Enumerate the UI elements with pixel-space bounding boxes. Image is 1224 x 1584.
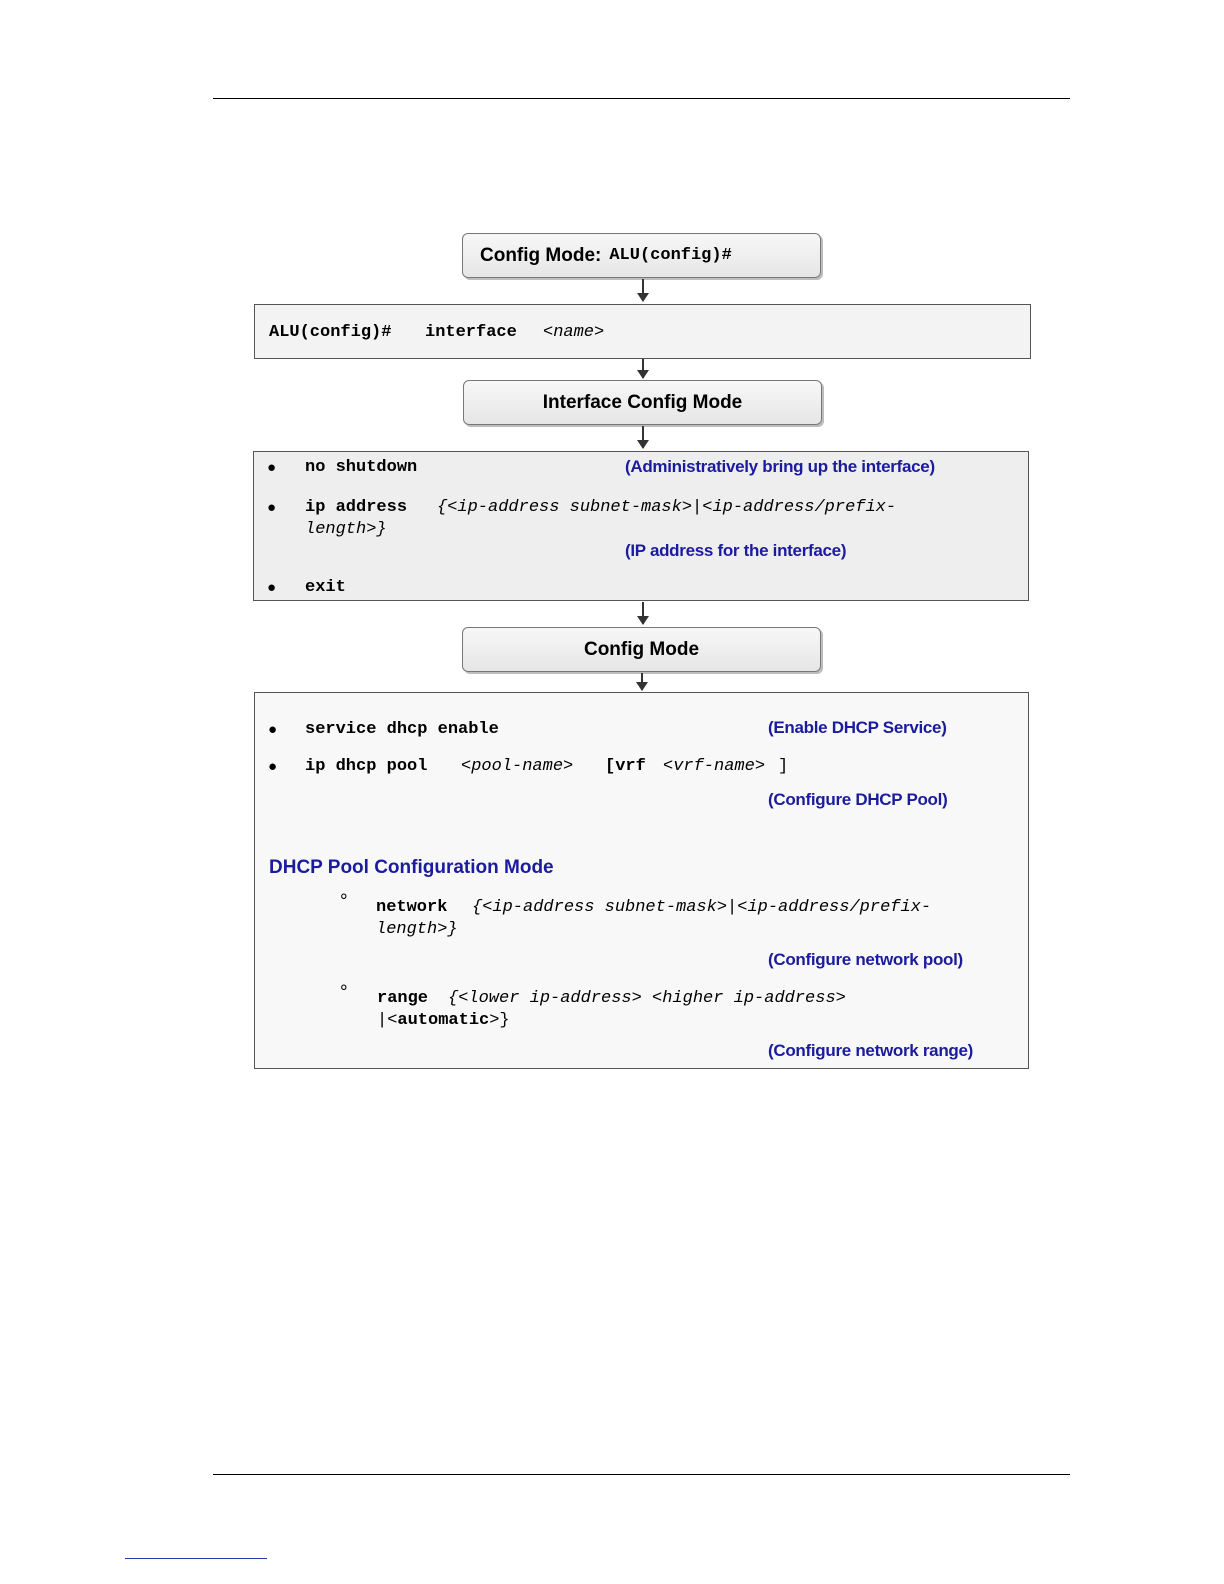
network-keyword: network <box>376 898 448 917</box>
footer-link-underline[interactable] <box>125 1558 267 1559</box>
network-args-line1: {<ip-address subnet-mask>|<ip-address/prefix- <box>472 898 932 917</box>
ip-address-args-line1: {<ip-address subnet-mask>|<ip-address/prefix- <box>437 498 897 517</box>
interface-config-mode-box <box>463 380 822 425</box>
range-keyword: range <box>377 989 429 1008</box>
interface-prompt: ALU(config)# <box>269 323 392 342</box>
dhcp-pool-note: (Configure DHCP Pool) <box>768 790 948 809</box>
range-args-line2 <box>377 1011 510 1030</box>
interface-command-box <box>254 304 1031 359</box>
flow-arrow <box>642 426 644 448</box>
no-shutdown-note: (Administratively bring up the interface) <box>625 457 935 476</box>
interface-commands-box <box>253 451 1029 601</box>
range-args-line1: {<lower ip-address> <higher ip-address> <box>448 989 846 1008</box>
no-shutdown-command: no shutdown <box>305 458 418 477</box>
config-mode-box <box>462 233 821 278</box>
bullet: ● <box>268 721 278 738</box>
network-note: (Configure network pool) <box>768 950 963 969</box>
dhcp-pool-close: ] <box>778 757 789 776</box>
ip-address-note: (IP address for the interface) <box>625 541 847 560</box>
service-dhcp-note: (Enable DHCP Service) <box>768 718 947 737</box>
range-args-close: >} <box>489 1011 510 1030</box>
bullet: ● <box>268 758 278 775</box>
config-mode-prompt: ALU(config)# <box>609 246 732 265</box>
ip-address-keyword: ip address <box>305 498 408 517</box>
flow-arrow <box>642 279 644 301</box>
range-automatic: automatic <box>397 1011 490 1030</box>
bullet: ● <box>267 499 277 516</box>
header-rule <box>213 98 1070 99</box>
exit-command: exit <box>305 578 346 597</box>
dhcp-commands-box <box>254 692 1029 1069</box>
hollow-bullet: ° <box>340 982 348 1003</box>
range-note: (Configure network range) <box>768 1041 974 1060</box>
dhcp-pool-arg: <pool-name> <box>461 757 574 776</box>
flow-arrow <box>641 673 643 690</box>
ip-address-args-line2: length>} <box>305 520 387 539</box>
pool-mode-title: DHCP Pool Configuration Mode <box>269 857 554 878</box>
footer-rule <box>213 1474 1070 1475</box>
config-mode-label-2: Config Mode <box>583 638 700 660</box>
dhcp-pool-vrf-arg: <vrf-name> <box>663 757 766 776</box>
interface-arg: <name> <box>543 323 605 342</box>
flow-arrow <box>642 602 644 624</box>
network-args-line2: length>} <box>376 920 458 939</box>
bullet: ● <box>267 579 277 596</box>
flow-arrow <box>642 359 644 378</box>
hollow-bullet: ° <box>340 891 348 912</box>
interface-config-mode-label: Interface Config Mode <box>542 391 743 413</box>
dhcp-pool-vrf: [vrf <box>605 757 646 776</box>
service-dhcp-command: service dhcp enable <box>305 720 499 739</box>
config-mode-box-2 <box>462 627 821 672</box>
dhcp-pool-keyword: ip dhcp pool <box>305 757 428 776</box>
interface-keyword: interface <box>425 323 517 342</box>
config-mode-label: Config Mode: <box>480 244 602 266</box>
range-args-open: |< <box>377 1011 398 1030</box>
bullet: ● <box>267 459 277 476</box>
